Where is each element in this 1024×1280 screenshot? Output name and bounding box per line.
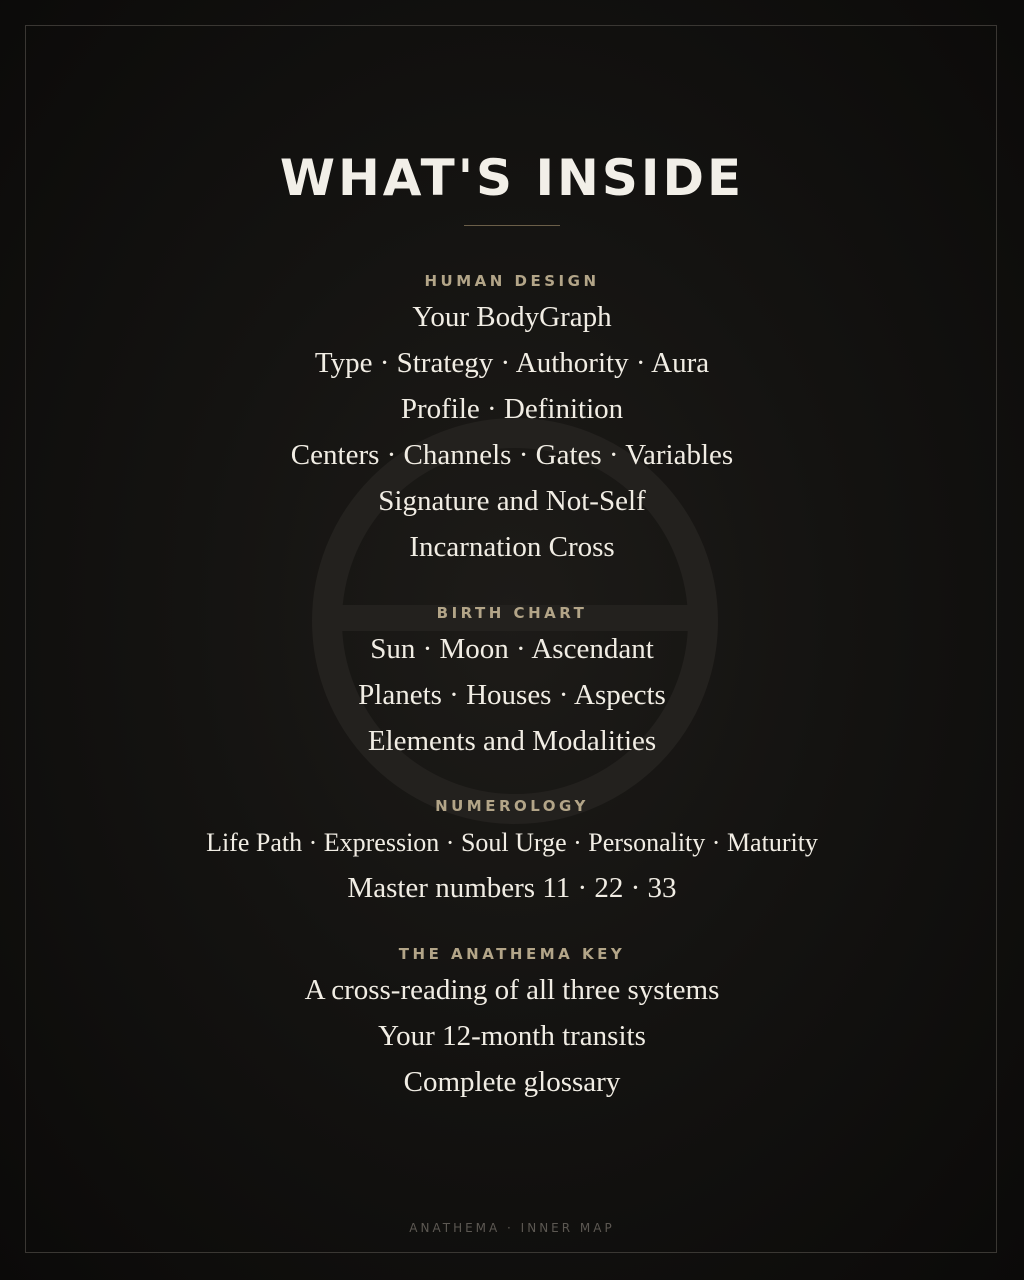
- list-item: Life Path · Expression · Soul Urge · Personality · Maturity: [206, 828, 818, 857]
- list-item: Type · Strategy · Authority · Aura: [314, 347, 710, 379]
- section-label-birth-chart: BIRTH CHART: [436, 604, 588, 622]
- list-item: Sun · Moon · Ascendant: [370, 633, 654, 665]
- list-item: Elements and Modalities: [367, 725, 657, 757]
- list-item: Centers · Channels · Gates · Variables: [290, 439, 734, 471]
- list-item: Profile · Definition: [400, 393, 624, 425]
- list-item: Your BodyGraph: [412, 301, 612, 333]
- list-item: Planets · Houses · Aspects: [358, 679, 666, 711]
- list-item: Signature and Not-Self: [378, 485, 646, 517]
- page-title: WHAT'S INSIDE: [279, 149, 745, 207]
- list-item: A cross-reading of all three systems: [304, 974, 720, 1006]
- list-item: Complete glossary: [403, 1066, 621, 1098]
- list-item: Master numbers 11 · 22 · 33: [347, 872, 677, 904]
- section-label-human-design: HUMAN DESIGN: [424, 272, 600, 290]
- section-label-anathema-key: THE ANATHEMA KEY: [398, 945, 626, 963]
- list-item: Your 12-month transits: [378, 1020, 646, 1052]
- list-item: Incarnation Cross: [409, 531, 615, 563]
- title-divider: [464, 225, 560, 226]
- section-label-numerology: NUMEROLOGY: [435, 797, 589, 815]
- footer-brand: ANATHEMA · INNER MAP: [409, 1221, 615, 1235]
